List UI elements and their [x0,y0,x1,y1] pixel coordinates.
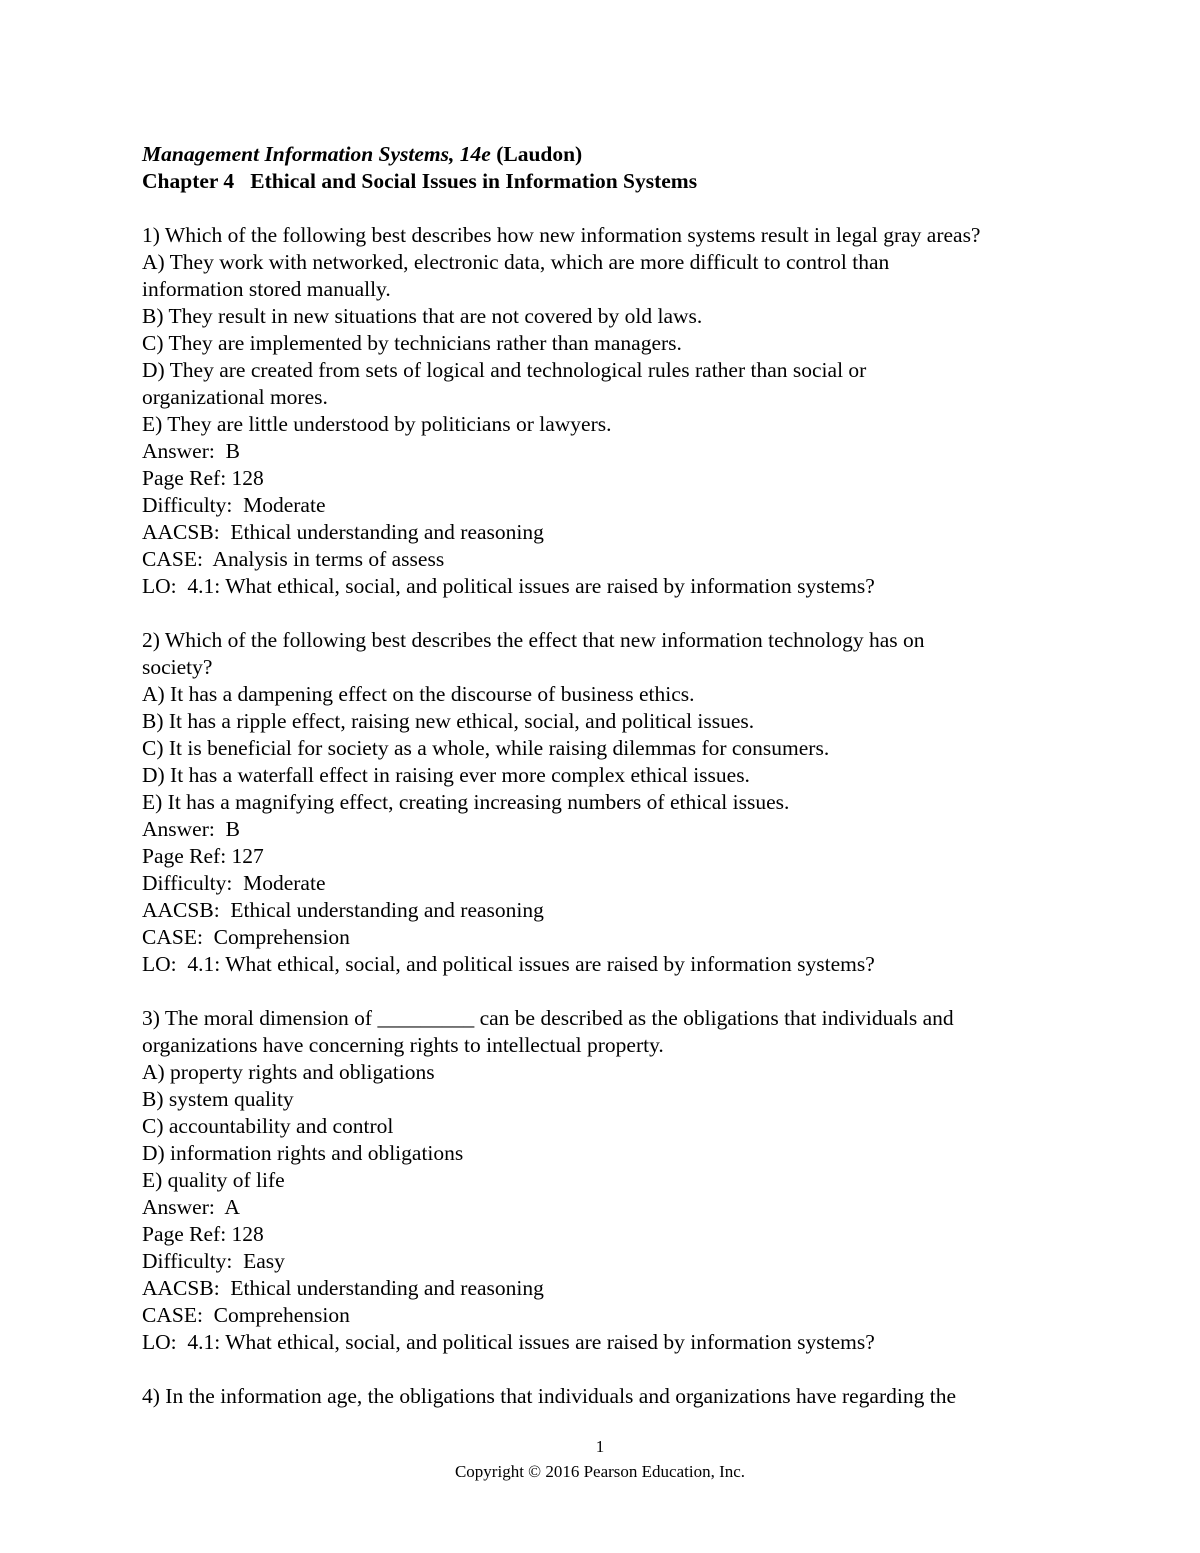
learning-objective: LO: 4.1: What ethical, social, and political issues are raised by information systems? [142,952,875,976]
question-option: E) It has a magnifying effect, creating increasing numbers of ethical issues. [142,790,790,814]
copyright-notice: Copyright © 2016 Pearson Education, Inc. [454,1462,746,1481]
question-3 [142,1005,1102,1356]
spacer [142,1356,1102,1383]
aacsb: AACSB: Ethical understanding and reasoning [142,520,544,544]
question-option: E) quality of life [142,1168,285,1192]
book-author: (Laudon) [496,142,583,166]
question-option: C) accountability and control [142,1114,394,1138]
aacsb: AACSB: Ethical understanding and reasoning [142,1276,544,1300]
question-option: B) system quality [142,1087,294,1111]
difficulty: Difficulty: Easy [142,1249,285,1273]
aacsb: AACSB: Ethical understanding and reasoning [142,898,544,922]
question-stem: 3) The moral dimension of _________ can be described as the obligations that individuals and [142,1006,954,1030]
spacer [142,978,1102,1005]
spacer [142,195,1102,222]
question-2 [142,627,1102,978]
question-stem: society? [142,655,213,679]
difficulty: Difficulty: Moderate [142,871,326,895]
learning-objective: LO: 4.1: What ethical, social, and political issues are raised by information systems? [142,574,875,598]
question-option: information stored manually. [142,277,391,301]
question-option: D) information rights and obligations [142,1141,464,1165]
page-number: 1 [595,1437,605,1456]
document-body [142,141,1102,1410]
question-option: A) They work with networked, electronic data, which are more difficult to control than [142,250,890,274]
question-option: D) It has a waterfall effect in raising ever more complex ethical issues. [142,763,750,787]
question-option: organizational mores. [142,385,328,409]
question-option: A) property rights and obligations [142,1060,435,1084]
book-title-line [142,141,1102,168]
question-option: B) It has a ripple effect, raising new ethical, social, and political issues. [142,709,755,733]
learning-objective: LO: 4.1: What ethical, social, and political issues are raised by information systems? [142,1330,875,1354]
question-option: C) They are implemented by technicians rather than managers. [142,331,682,355]
case: CASE: Analysis in terms of assess [142,547,445,571]
question-option: B) They result in new situations that are not covered by old laws. [142,304,703,328]
question-option: E) They are little understood by politicians or lawyers. [142,412,612,436]
question-option: C) It is beneficial for society as a whole, while raising dilemmas for consumers. [142,736,830,760]
question-1 [142,222,1102,600]
question-stem: 2) Which of the following best describes the effect that new information technology has on [142,628,925,652]
chapter-title: Chapter 4 Ethical and Social Issues in Information Systems [142,169,698,193]
question-stem: organizations have concerning rights to intellectual property. [142,1033,664,1057]
answer: Answer: B [142,817,240,841]
answer: Answer: A [142,1195,240,1219]
page-ref: Page Ref: 128 [142,466,264,490]
question-option: D) They are created from sets of logical and technological rules rather than social or [142,358,867,382]
page-ref: Page Ref: 127 [142,844,264,868]
page-ref: Page Ref: 128 [142,1222,264,1246]
answer: Answer: B [142,439,240,463]
question-stem: 1) Which of the following best describes how new information systems result in legal gray areas? [142,223,981,247]
difficulty: Difficulty: Moderate [142,493,326,517]
case: CASE: Comprehension [142,1303,350,1327]
case: CASE: Comprehension [142,925,350,949]
book-title: Management Information Systems, 14e [142,142,491,166]
spacer [142,600,1102,627]
question-option: A) It has a dampening effect on the discourse of business ethics. [142,682,695,706]
question-4-stem: 4) In the information age, the obligations that individuals and organizations have regarding the [142,1384,956,1408]
